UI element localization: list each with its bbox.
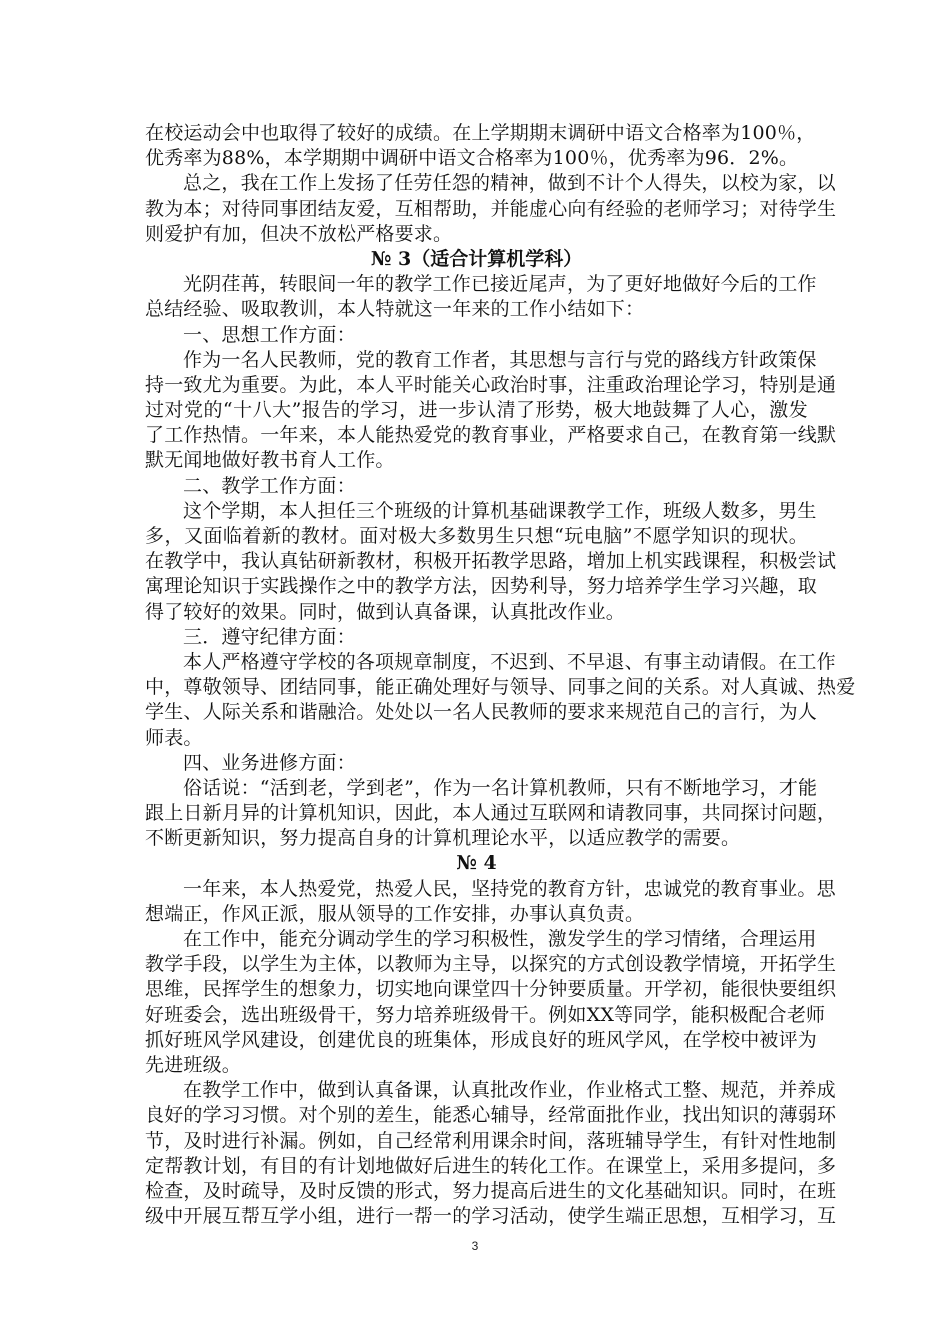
text-line: 检查，及时疏导，及时反馈的形式，努力提高后进生的文化基础知识。同时，在班 <box>145 1179 837 1202</box>
section-heading: № 3（适合计算机学科） <box>370 247 583 270</box>
text-line: 学生、人际关系和谐融洽。处处以一名人民教师的要求来规范自己的言行，为人 <box>145 701 818 724</box>
text-line: 这个学期，本人担任三个班级的计算机基础课教学工作，班级人数多，男生 <box>183 499 817 522</box>
text-line: 定帮教计划，有目的有计划地做好后进生的转化工作。在课堂上，采用多提问，多 <box>145 1154 837 1177</box>
text-line: 得了较好的效果。同时，做到认真备课，认真批改作业。 <box>145 600 626 623</box>
text-line: 俗话说：“活到老，学到老”，作为一名计算机教师，只有不断地学习，才能 <box>183 776 818 799</box>
text-line: 节，及时进行补漏。例如，自己经常利用课余时间，落班辅导学生，有针对性地制 <box>145 1129 837 1152</box>
text-line: 教学手段，以学生为主体，以教师为主导，以探究的方式创设教学情境，开拓学生 <box>145 953 837 976</box>
text-line: 寓理论知识于实践操作之中的教学方法，因势利导，努力培养学生学习兴趣，取 <box>145 575 818 598</box>
text-line: 持一致尤为重要。为此，本人平时能关心政治时事，注重政治理论学习，特别是通 <box>145 373 837 396</box>
text-line: 了工作热情。一年来，本人能热爱党的教育事业，严格要求自己，在教育第一线默 <box>145 424 837 447</box>
text-line: 师表。 <box>145 726 203 749</box>
text-line: 思维，民挥学生的想象力，切实地向课堂四十分钟要质量。开学初，能很快要组织 <box>145 978 837 1001</box>
text-line: 在教学工作中，做到认真备课，认真批改作业，作业格式工整、规范，并养成 <box>183 1079 836 1102</box>
text-line: 三．遵守纪律方面： <box>183 625 356 648</box>
text-line: 良好的学习习惯。对个别的差生，能悉心辅导，经常面批作业，找出知识的薄弱环 <box>145 1104 837 1127</box>
text-line: 二、教学工作方面： <box>183 474 356 497</box>
text-line: 优秀率为88%，本学期期中调研中语文合格率为100％，优秀率为96．2%。 <box>145 147 799 170</box>
text-line: 抓好班风学风建设，创建优良的班集体，形成良好的班风学风，在学校中被评为 <box>145 1028 818 1051</box>
text-line: 在校运动会中也取得了较好的成绩。在上学期期末调研中语文合格率为100％， <box>145 122 816 144</box>
text-line: 一、思想工作方面： <box>183 323 356 346</box>
document-body <box>145 121 856 1229</box>
text-line: 级中开展互帮互学小组，进行一帮一的学习活动，使学生端正思想，互相学习，互 <box>145 1205 837 1228</box>
text-line: 光阴荏苒，转眼间一年的教学工作已接近尾声，为了更好地做好今后的工作 <box>183 273 817 296</box>
text-line: 不断更新知识，努力提高自身的计算机理论水平，以适应教学的需要。 <box>145 827 741 850</box>
text-line: 作为一名人民教师，党的教育工作者，其思想与言行与党的路线方针政策保 <box>183 348 817 371</box>
text-line: 在教学中，我认真钻研新教材，积极开拓教学思路，增加上机实践课程，积极尝试 <box>145 550 837 573</box>
text-line: 好班委会，选出班级骨干，努力培养班级骨干。例如XX等同学，能积极配合老师 <box>145 1003 826 1026</box>
text-line: 多，又面临着新的教材。面对极大多数男生只想“玩电脑”不愿学知识的现状。 <box>145 525 808 547</box>
text-line: 一年来，本人热爱党，热爱人民，坚持党的教育方针，忠诚党的教育事业。思 <box>183 877 836 900</box>
text-line: 则爱护有加，但决不放松严格要求。 <box>145 222 453 245</box>
text-line: 跟上日新月异的计算机知识，因此，本人通过互联网和请教同事，共同探讨问题， <box>145 802 837 825</box>
text-line: 教为本；对待同事团结友爱，互相帮助，并能虚心向有经验的老师学习；对待学生 <box>145 197 837 220</box>
text-line: 中，尊敬领导、团结同事，能正确处理好与领导、同事之间的关系。对人真诚、热爱 <box>145 676 856 699</box>
section-heading: № 4 <box>456 852 497 875</box>
text-line: 过对党的“十八大”报告的学习，进一步认清了形势，极大地鼓舞了人心，激发 <box>145 399 808 422</box>
text-line: 默无闻地做好教书育人工作。 <box>145 449 395 472</box>
text-line: 在工作中，能充分调动学生的学习积极性，激发学生的学习情绪，合理运用 <box>183 928 817 950</box>
text-line: 总结经验、吸取教训，本人特就这一年来的工作小结如下： <box>145 298 645 321</box>
text-line: 总之，我在工作上发扬了任劳任怨的精神，做到不计个人得失，以校为家，以 <box>183 172 836 195</box>
text-line: 四、业务进修方面： <box>183 751 356 774</box>
page-number: 3 <box>471 1239 479 1253</box>
text-line: 先进班级。 <box>145 1053 242 1076</box>
text-line: 本人严格遵守学校的各项规章制度，不迟到、不早退、有事主动请假。在工作 <box>183 650 836 673</box>
text-line: 想端正，作风正派，服从领导的工作安排，办事认真负责。 <box>145 902 645 925</box>
